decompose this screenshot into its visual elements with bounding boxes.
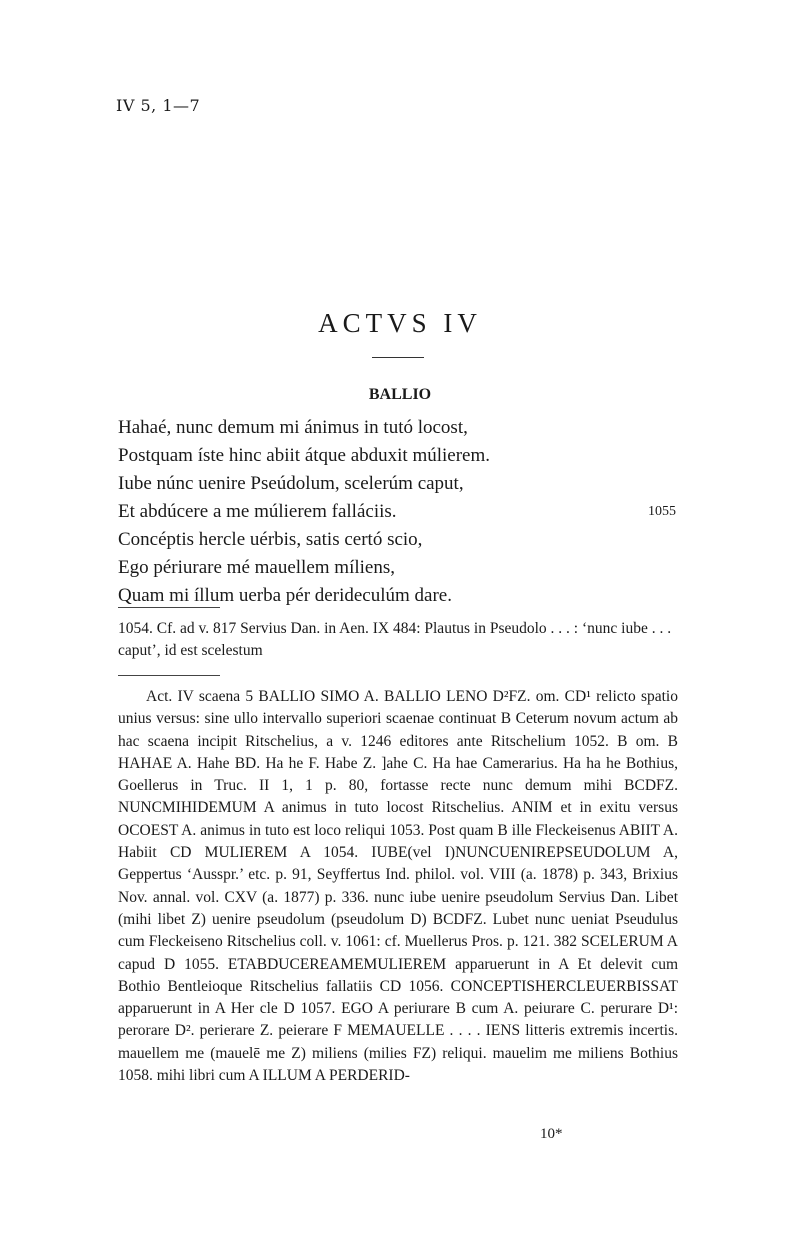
verse-text: Iube núnc uenire Pseúdolum, scelerúm caput,: [118, 473, 464, 494]
verse-line: [118, 414, 688, 442]
verse-line: [118, 554, 688, 582]
apparatus-text: Act. IV scaena 5 BALLIO SIMO A. BALLIO LENO D²FZ. om. CD¹ relicto spatio unius versus: sine ullo intervallo superiori scaenae continuat B Ceterum novum actum ab hac scaena incipit Ritschelius, a v. 1246 editores ante Ritschelium 1052. B om. B HAHAE A. Hahe BD. Ha he F. Habe Z. ]ahe C. Ha hae Camerarius. Ha ha he Bothius, Goellerus in Truc. II 1, 1 p. 80, fortasse recte nunc demum mihi BCDFZ. NUNCMIHIDEMUM A animus in tuto locost Ritschelius. ANIM et in exitu versus OCOEST A. animus in tuto est loco reliqui 1053. Post quam B ille Fleckeisenus ABIIT A. Habiit CD MULIEREM A 1054. IUBE(vel I)NUNCUENIREPSEUDOLUM A, Geppertus ‘Ausspr.’ etc. p. 91, Seyffertus Ind. philol. vol. VIII (a. 1878) p. 343, Brixius Nov. annal. vol. CXV (a. 1877) p. 336. nunc iube uenire pseudolum Servius Dan. Libet (mihi libet Z) uenire pseudolum (pseudolum D) BCDFZ. Lubet nunc ueniat Pseudulus cum Fleckeiseno Ritschelius coll. v. 1061: cf. Muellerus Pros. p. 121. 382 SCELERUM A capud D 1055. ETABDUCEREAMEMULIEREM apparuerunt in A Et delevit cum Bothio Bentleioque Ritschelius fallatiis CD 1056. CONCEPTISHERCLEUERBISSAT apparuerunt in A Her cle D 1057. EGO A periurare B cum A. peiurare C. perurare D¹: perorare D². perierare Z. peierare F MEMAUELLE . . . . IENS litteris extremis incertis. mauellem me (mauelē me Z) miliens (milies FZ) reliqui. mauelim me miliens Bothius 1058. mihi libri cum A ILLUM A PERDERID-: [118, 688, 678, 1085]
verse-line: [118, 442, 688, 470]
verse-line: [118, 470, 688, 498]
act-title: ACTVS IV: [318, 308, 482, 338]
verse-line: [118, 582, 688, 610]
verse-text: Postquam íste hinc abiit átque abduxit múlierem.: [118, 445, 491, 466]
act-title-rule: [372, 357, 424, 358]
testimonia: [118, 618, 678, 662]
critical-apparatus: [118, 686, 678, 1087]
verse-line: [118, 526, 688, 554]
testimonia-rule: [118, 607, 220, 608]
testimonia-text: 1054. Cf. ad v. 817 Servius Dan. in Aen. IX 484: Plautus in Pseudolo . . . : ‘nunc iube . . . caput’, id est scelestum: [118, 620, 672, 659]
speaker-name: BALLIO: [368, 386, 432, 403]
apparatus-rule: [118, 675, 220, 676]
verse-text: Et abdúcere a me múlierem falláciis.: [118, 501, 397, 522]
verse-block: [118, 414, 688, 610]
verse-text: Concéptis hercle uérbis, satis certó scio,: [118, 529, 423, 550]
running-head: IV 5, 1—7: [116, 96, 201, 115]
verse-line: [118, 498, 688, 526]
verse-text: Quam mi íllum uerba pér derideculúm dare.: [118, 585, 452, 606]
signature-mark: 10*: [540, 1126, 563, 1142]
verse-text: Hahaé, nunc demum mi ánimus in tutó locost,: [118, 417, 468, 438]
verse-text: Ego périurare mé mauellem míliens,: [118, 557, 395, 578]
line-number: 1055: [648, 504, 676, 519]
